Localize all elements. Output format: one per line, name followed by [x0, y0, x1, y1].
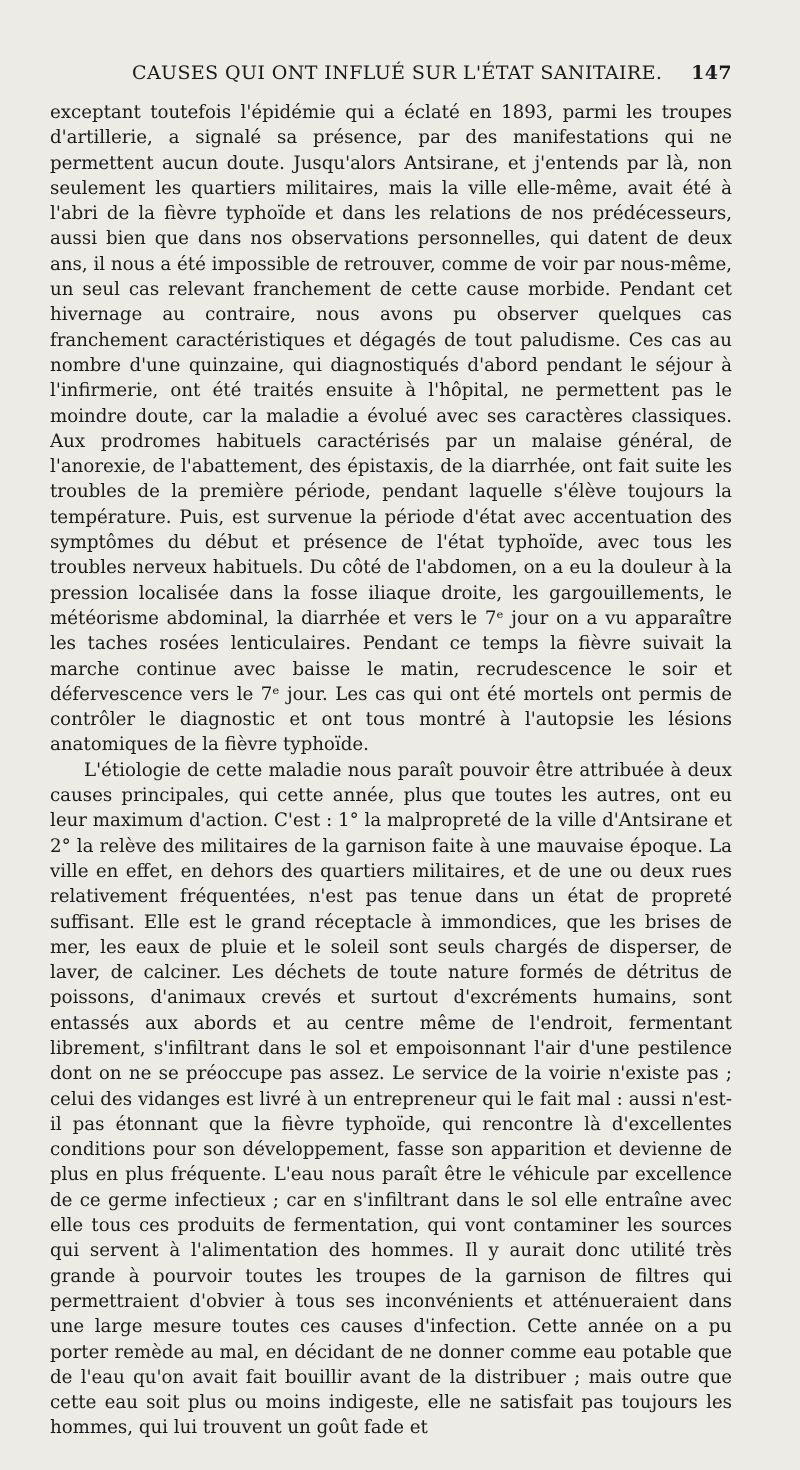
paragraph-1: exceptant toutefois l'épidémie qui a éclaté en 1893, parmi les troupes d'artillerie, a signalé sa présence, par des manifestations qui ne permettent aucun doute. Jusqu'alors Antsirane, et j'entends par là, non seulement les quartiers militaires, mais la ville elle-même, avait été à l'abri de la fièvre typhoïde et dans les relations de nos prédécesseurs, aussi bien que dans nos observations personnelles, qui datent de deux ans, il nous a été impossible de retrouver, comme de voir par nous-même, un seul cas relevant franchement de cette cause morbide. Pendant cet hivernage au contraire, nous avons pu observer quelques cas franchement caractéristiques et dégagés de tout paludisme. Ces cas au nombre d'une quinzaine, qui diagnostiqués d'abord pendant le séjour à l'infirmerie, ont été traités ensuite à l'hôpital, ne permettent pas le moindre doute, car la maladie a évolué avec ses caractères classiques. Aux prodromes habituels caractérisés par un malaise général, de l'anorexie, de l'abattement, des épistaxis, de la diarrhée, ont fait suite les troubles de la première période, pendant laquelle s'élève toujours la température. Puis, est survenue la période d'état avec accentuation des symptômes du début et présence de l'état typhoïde, avec tous les troubles nerveux habituels. Du côté de l'abdomen, on a eu la douleur à la pression localisée dans la fosse iliaque droite, les gargouillements, le météorisme abdominal, la diarrhée et vers le 7ᵉ jour on a vu apparaître les taches rosées lenticulaires. Pendant ce temps la fièvre suivait la marche continue avec baisse le matin, recrudescence le soir et défervescence vers le 7ᵉ jour. Les cas qui ont été mortels ont permis de contrôler le diagnostic et ont tous montré à l'autopsie les lésions anatomiques de la fièvre typhoïde.: [50, 102, 732, 756]
paragraph-2: L'étiologie de cette maladie nous paraît pouvoir être attribuée à deux causes principales, qui cette année, plus que toutes les autres, ont eu leur maximum d'action. C'est : 1° la malpropreté de la ville d'Antsirane et 2° la relève des militaires de la garnison faite à une mauvaise époque. La ville en effet, en dehors des quartiers militaires, et de une ou deux rues relativement fréquentées, n'est pas tenue dans un état de propreté suffisant. Elle est le grand réceptacle à immondices, que les brises de mer, les eaux de pluie et le soleil sont seuls chargés de disperser, de laver, de calciner. Les déchets de toute nature formés de détritus de poissons, d'animaux crevés et surtout d'excréments humains, sont entassés aux abords et au centre même de l'endroit, fermentant librement, s'infiltrant dans le sol et empoisonnant l'air d'une pestilence dont on ne se préoccupe pas assez. Le service de la voirie n'existe pas ; celui des vidanges est livré à un entrepreneur qui le fait mal : aussi n'est-il pas étonnant que la fièvre typhoïde, qui rencontre là d'excellentes conditions pour son développement, fasse son apparition et devienne de plus en plus fréquente. L'eau nous paraît être le véhicule par excellence de ce germe infectieux ; car en s'infiltrant dans le sol elle entraîne avec elle tous ces produits de fermentation, qui vont contaminer les sources qui servent à l'alimentation des hommes. Il y aurait donc utilité très grande à pourvoir toutes les troupes de la garnison de filtres qui permettraient d'obvier à tous ses inconvénients et atténueraient dans une large mesure toutes ces causes d'infection. Cette année on a pu porter remède au mal, en décidant de ne donner comme eau potable que de l'eau qu'on avait fait bouillir avant de la distribuer ; mais outre que cette eau soit plus ou moins indigeste, elle ne satisfait pas toujours les hommes, qui lui trouvent un goût fade et: [50, 759, 732, 1439]
page-number: 147: [691, 62, 732, 84]
page-header: [132, 62, 732, 96]
body-text: [50, 100, 732, 1441]
running-title: CAUSES QUI ONT INFLUÉ SUR L'ÉTAT SANITAIRE.: [132, 62, 663, 84]
